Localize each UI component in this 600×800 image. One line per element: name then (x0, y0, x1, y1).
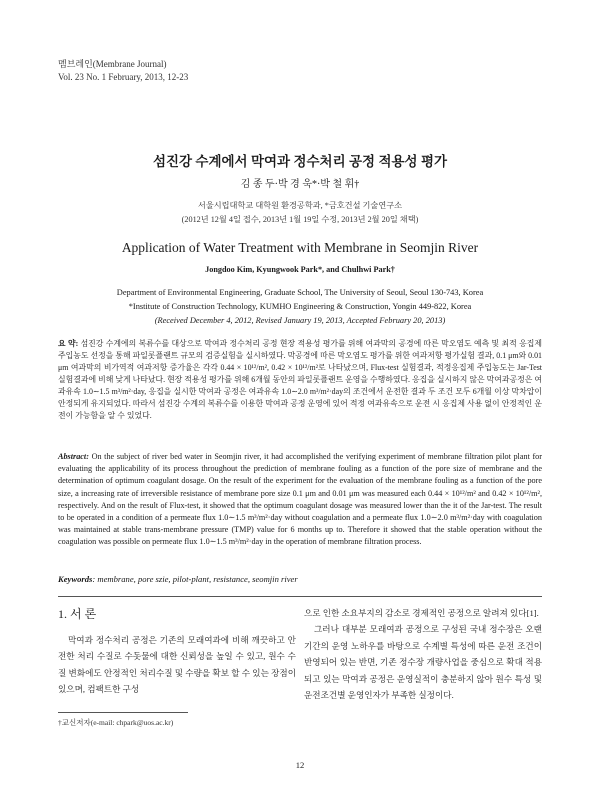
english-affiliation-block (40, 286, 560, 328)
footnote-divider (58, 712, 188, 713)
section-heading: 1. 서 론 (58, 607, 97, 621)
intro-paragraph-1: 막여과 정수처리 공정은 기존의 모래여과에 비해 깨끗하고 안전한 처리 수질로 수돗물에 대한 신뢰성을 높일 수 있고, 원수 수질 변화에도 안정적인 처리수질 및 수량을 확보 할 수 있는 장점이 있으며, 컴팩트한 구성 (58, 635, 296, 695)
english-affiliation-1: Department of Environmental Engineering, Graduate School, The University of Seoul, Seoul 130-743, Korea (116, 288, 484, 297)
english-affiliation-2: *Institute of Construction Technology, KUMHO Engineering & Construction, Yongin 449-822, Korea (128, 302, 472, 311)
page-number: 12 (295, 760, 305, 770)
journal-issue: Vol. 23 No. 1 February, 2013, 12-23 (58, 72, 189, 82)
journal-name: 멤브레인(Membrane Journal) (58, 59, 167, 69)
english-title: Application of Water Treatment with Membrane in Seomjin River (121, 240, 479, 255)
korean-abstract-label: 요 약: (58, 339, 79, 348)
korean-title: 섬진강 수계에서 막여과 정수처리 공정 적용성 평가 (152, 154, 448, 169)
section-divider (58, 596, 542, 597)
english-authors: Jongdoo Kim, Kyungwook Park*, and Chulhwi Park† (205, 265, 395, 274)
korean-abstract (58, 338, 542, 422)
korean-affiliation-block (0, 199, 600, 227)
keywords-text: : membrane, pore szie, pilot-plant, resistance, seomjin river (92, 574, 298, 584)
english-abstract-text: On the subject of river bed water in Seomjin river, it had accomplished the verifying experiment of membrane filtration pilot plant for evaluating the applicability of its process throughout the prediction of membrane fouling as a function of the pore size of membrane and the determination of optimum coagulant dosage. On the result of the experiment for the evaluation of the membrane fouling as a function of the pore size, a increasing rate of irreversible resistance of membrane pore size 0.1 μm and 0.01 μm was measured each 0.44 × 10¹²/m² and 0.42 × 10¹²/m², respectively. And on the result of Flux-test, it showed that the optimum coagulant dosage was measured lower than the it of the Jar-test. The result to be operated in a condition of a permeate flux 1.0∼1.5 m³/m²·day without coagulation and a permeate flux 1.0∼2.0 m³/m²·day with coagulation was maintained at stable trans-membrane pressure (TMP) value for 6 months up to. Therefore it showed that the stable operation without the coagulation was possible on permeate flux 1.0∼1.5 m³/m²·day in the operation of membrane filtration process. (58, 452, 543, 547)
intro-paragraph-2: 그러나 대부분 모래여과 공정으로 구성된 국내 정수장은 오랜 기간의 운영 노하우를 바탕으로 수계별 특성에 따른 운전 조건이 반영되어 있는 반면, 기존 정수장 개량사업을 중심으로 확대 적용되고 있는 막여과 공정은 운영실적이 충분하지 않아 원수 특성 및 운전조건별 운영인자가 부족한 실정이다. (304, 624, 542, 701)
received-dates: (Received December 4, 2012, Revised January 19, 2013, Accepted February 20, 2013) (154, 316, 446, 325)
korean-dates: (2012년 12월 4일 접수, 2013년 1월 19일 수정, 2013년 2월 20일 채택) (181, 215, 419, 224)
korean-abstract-text: 섬진강 수계에의 복류수를 대상으로 막여과 정수처리 공정 현장 적용성 평가를 위해 여과막의 공경에 따른 막오염도 예측 및 최적 응집제 주입농도 선정을 통해 파일롯플랜트 규모의 검증실험을 실시하였다. 막공경에 따른 막오염도 평가를 위한 여과저항 평가실험 결과, 0.1 μm와 0.01 μm 여과막의 비가역적 여과저항 증가율은 각각 0.44 × 10¹²/m², 0.42 × 10¹²/m²로 나타났으며, Flux-test 실험결과, 적정응집제 주입농도는 Jar-Test 실험결과에 비해 낮게 나타났다. 현장 적용성 평가를 위해 6개월 동안의 파일롯플랜트 운영을 수행하였다. 응집을 실시하지 않은 막여과공정은 여과유속 1.0∼1.5 m³/m²·day, 응집을 실시한 막여과 공정은 여과유속 1.0∼2.0 m³/m²·day의 조건에서 운전한 결과 두 조건 모두 6개월 이상 막차압이 안정되게 유지되었다. 따라서 섬진강 수계의 복류수를 이용한 막여과 공정 운영에 있어 적정 여과유속으로 운전 시 응집제 사용 없이 안정적인 운전이 가능함을 알 수 있었다. (58, 339, 542, 420)
english-abstract-label: Abstract: (58, 452, 89, 461)
journal-header (58, 58, 188, 84)
english-abstract (58, 451, 542, 549)
keywords (58, 574, 542, 584)
korean-authors: 김 종 두·박 경 욱*·박 철 휘† (240, 179, 360, 190)
left-column (58, 632, 296, 698)
right-column (304, 605, 542, 703)
footnote: †교신저자(e-mail: chpark@uos.ac.kr) (58, 718, 174, 727)
intro-paragraph-1-continued: 으로 인한 소요부지의 감소로 경제적인 공정으로 알려져 있다[1]. (304, 608, 539, 618)
korean-affiliation: 서울시립대학교 대학원 환경공학과, *금호건설 기술연구소 (197, 201, 403, 210)
keywords-label: Keywords (58, 574, 93, 584)
